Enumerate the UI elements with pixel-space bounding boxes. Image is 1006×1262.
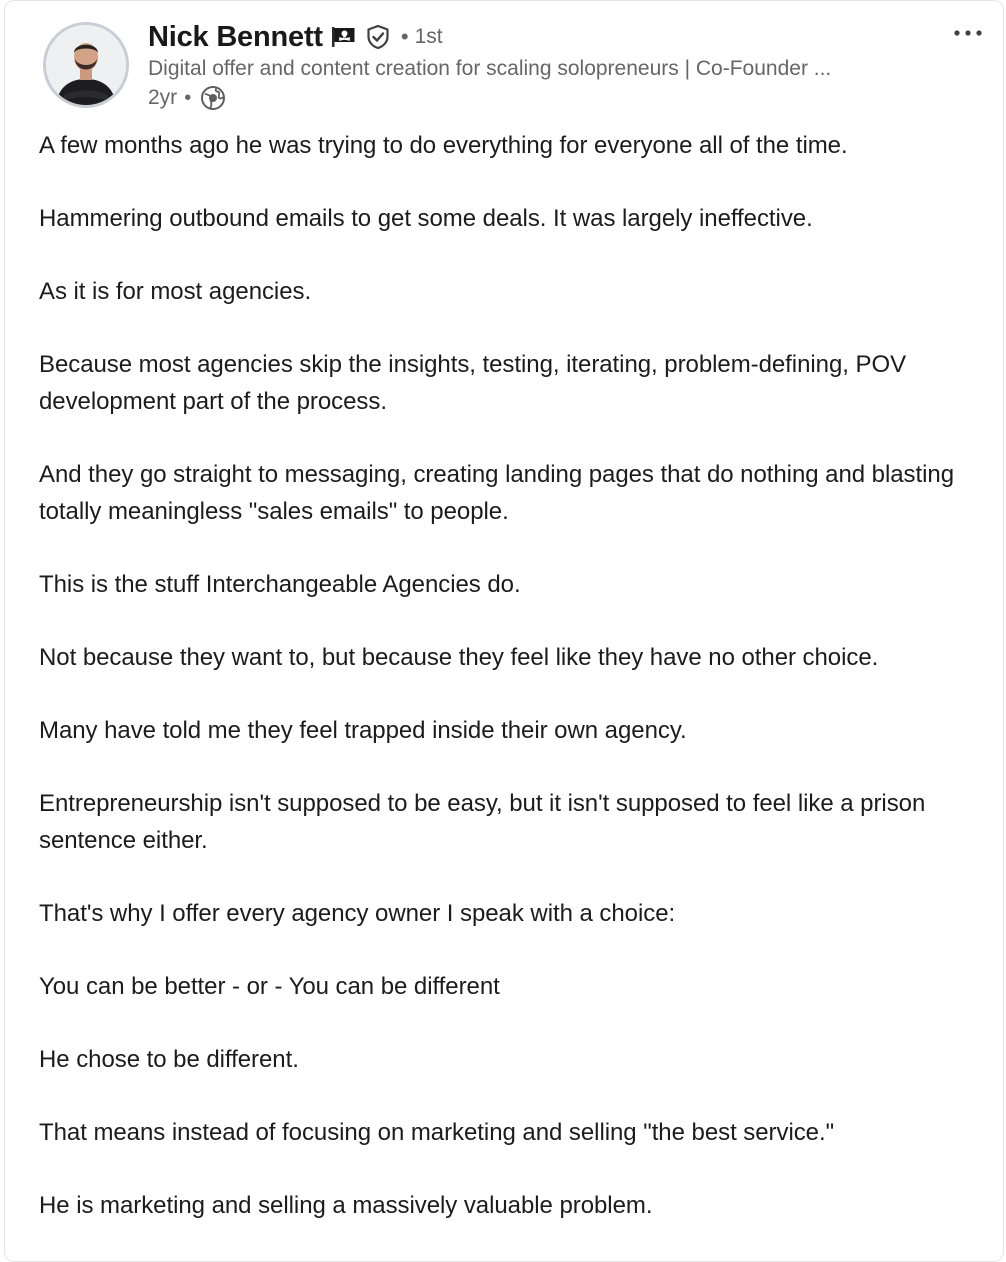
- author-avatar[interactable]: [43, 22, 129, 108]
- separator-dot: •: [400, 24, 409, 49]
- post-paragraph: Because most agencies skip the insights, testing, iterating, problem-defining, POV development part of the process.: [39, 351, 907, 415]
- post-card: [4, 0, 1004, 1262]
- verified-shield-icon[interactable]: [365, 24, 391, 50]
- post-paragraph: And they go straight to messaging, creating landing pages that do nothing and blasting totally meaningless "sales emails" to people.: [39, 461, 955, 525]
- post-paragraph: He is marketing and selling a massively valuable problem.: [39, 1192, 653, 1219]
- post-paragraph: Entrepreneurship isn't supposed to be easy, but it isn't supposed to feel like a prison sentence either.: [39, 790, 926, 854]
- post-paragraph: A few months ago he was trying to do everything for everyone all of the time.: [39, 132, 848, 159]
- post-time[interactable]: 2yr: [148, 86, 178, 109]
- more-options-button[interactable]: [946, 15, 990, 51]
- ellipsis-icon: [953, 29, 983, 37]
- post-paragraph: That's why I offer every agency owner I speak with a choice:: [39, 900, 676, 927]
- post-paragraph: As it is for most agencies.: [39, 278, 312, 305]
- post-paragraph: You can be better - or - You can be different: [39, 973, 500, 1000]
- post-paragraph: Many have told me they feel trapped inside their own agency.: [39, 717, 687, 744]
- post-paragraph: Not because they want to, but because they feel like they have no other choice.: [39, 644, 879, 671]
- post-body: [39, 127, 989, 1260]
- author-name-row: [148, 17, 443, 57]
- author-name[interactable]: Nick Bennett: [148, 20, 323, 53]
- post-paragraph: That means instead of focusing on marketing and selling "the best service.": [39, 1119, 835, 1146]
- post-paragraph: This is the stuff Interchangeable Agencies do.: [39, 571, 521, 598]
- avatar-photo: [46, 25, 126, 105]
- post-paragraph: Hammering outbound emails to get some deals. It was largely ineffective.: [39, 205, 813, 232]
- post-paragraph: He chose to be different.: [39, 1046, 299, 1073]
- globe-icon: [200, 85, 226, 111]
- pirate-flag-icon: [331, 26, 357, 48]
- connection-degree: 1st: [414, 25, 443, 48]
- separator-dot: •: [184, 86, 192, 109]
- post-meta: [148, 83, 226, 113]
- author-headline: Digital offer and content creation for scaling solopreneurs | Co-Founder ...: [148, 57, 832, 80]
